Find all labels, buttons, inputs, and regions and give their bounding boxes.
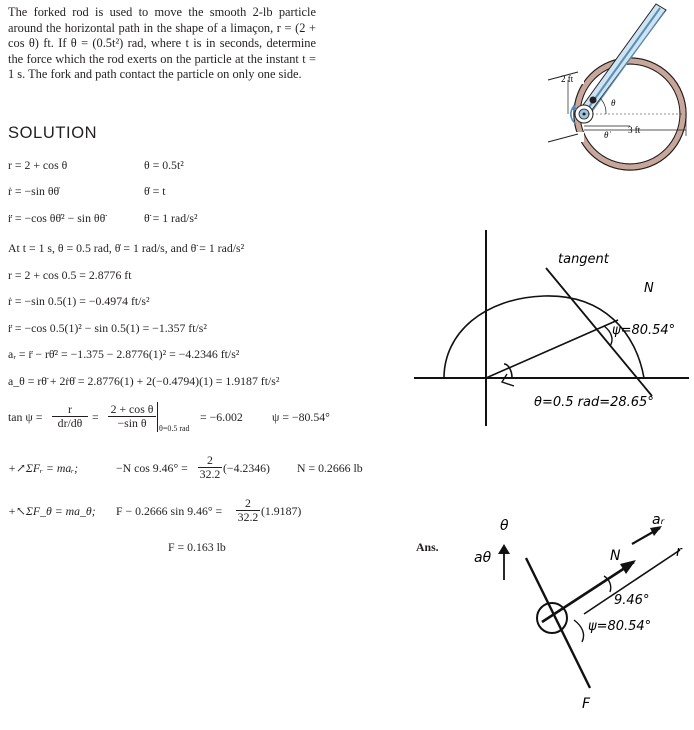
eq-rdot: ṙ = −sin θθ̇ (8, 184, 60, 198)
tanpsi-eq: = (92, 410, 99, 424)
tanpsi-frac1 (52, 403, 88, 430)
tanpsi-frac1-den: dr/dθ (57, 416, 83, 430)
psi-fbd-label: ψ=80.54° (588, 619, 652, 634)
sumft-frac (236, 497, 260, 524)
problem-statement: The forked rod is used to move the smooth 2-lb particle around the horizontal path in the shape of a limaçon, r = (2 + cos θ) ft. If θ = (0.5t²) rad, where t is in seconds, determine the force which the rod exerts on the particle at the instant t = 1 s. The fork and path contact the particle on only one side. (8, 5, 316, 82)
sumfr-frac-num: 2 (198, 454, 222, 468)
theta-label: θ=0.5 rad=28.65° (534, 395, 654, 410)
sketch-fbd (464, 510, 694, 725)
tanpsi-psi: ψ = −80.54° (272, 410, 330, 424)
sumfr-frac-den: 32.2 (199, 467, 221, 481)
tanpsi-sub: θ=0.5 rad (159, 424, 190, 433)
f-force-label: F (582, 696, 591, 712)
atheta-label: aθ (474, 550, 492, 566)
eq-rddot: r̈ = −cos θθ̇² − sin θθ̈ (8, 211, 106, 225)
psi-label: ψ=80.54° (612, 323, 676, 338)
r-axis-label: r (676, 544, 682, 560)
sumfr-lhs: +↗ΣFᵣ = maᵣ; (8, 461, 79, 475)
n-result: N = 0.2666 lb (297, 461, 363, 475)
label-theta: θ (611, 98, 616, 108)
eq-thetaddot: θ̈ = 1 rad/s² (144, 211, 198, 225)
ar-label: aᵣ (652, 512, 665, 528)
n-label: N (644, 281, 654, 296)
eq-theta: θ = 0.5t² (144, 158, 184, 172)
force-n-line (542, 562, 634, 622)
sumfr-right: (−4.2346) (223, 461, 270, 475)
eq-r: r = 2 + cos θ (8, 158, 68, 172)
atheta-equation: a_θ = rθ̈ + 2ṙθ̇ = 2.8776(1) + 2(−0.4794)(1) = 1.9187 ft/s² (8, 374, 280, 388)
force-f-line (526, 558, 590, 688)
label-2ft: 2 ft (561, 74, 574, 84)
ar-equation: aᵣ = r̈ − rθ̇² = −1.375 − 2.8776(1)² = −4.2346 ft/s² (8, 347, 240, 361)
tangent-label: tangent (558, 252, 609, 267)
sumft-frac-den: 32.2 (237, 510, 259, 524)
tanpsi-frac2-num: 2 + cos θ (108, 403, 156, 417)
limacon-figure (548, 2, 688, 170)
label-3ft: 3 ft (628, 125, 641, 135)
theta-axis-label: θ (500, 518, 509, 534)
sumft-lhs: +↖ΣF_θ = ma_θ; (8, 504, 96, 518)
tanpsi-lhs: tan ψ = (8, 410, 43, 424)
label-thetadot: θ̇ (604, 130, 609, 140)
sumft-right: (1.9187) (261, 504, 302, 518)
f-result: F = 0.163 lb (168, 540, 226, 554)
rddot-value: r̈ = −cos 0.5(1)² − sin 0.5(1) = −1.357 ft/s² (8, 321, 207, 335)
tanpsi-frac2-den: −sin θ (117, 416, 147, 430)
n-force-label: N (610, 548, 621, 564)
tanpsi-frac1-num: r (52, 403, 88, 417)
angle-label: 9.46° (614, 593, 650, 608)
sumft-frac-num: 2 (236, 497, 260, 511)
radial-line (486, 320, 618, 378)
eq-thetadot: θ̇ = t (144, 184, 166, 198)
rdot-value: ṙ = −sin 0.5(1) = −0.4974 ft/s² (8, 294, 150, 308)
sumfr-frac (198, 454, 222, 481)
tanpsi-result: = −6.002 (200, 410, 243, 424)
sumft-left: F − 0.2666 sin 9.46° = (116, 504, 223, 518)
r-value: r = 2 + cos 0.5 = 2.8776 ft (8, 268, 132, 282)
tanpsi-eval-bar (157, 402, 158, 432)
sketch-geometry (404, 228, 694, 428)
particle (590, 97, 597, 104)
tanpsi-frac2 (108, 403, 156, 430)
at-line: At t = 1 s, θ = 0.5 rad, θ̇ = 1 rad/s, and θ̈ = 1 rad/s² (8, 241, 245, 255)
solution-heading: SOLUTION (8, 124, 98, 142)
ans-label: Ans. (416, 540, 439, 554)
sumfr-left: −N cos 9.46° = (116, 461, 188, 475)
